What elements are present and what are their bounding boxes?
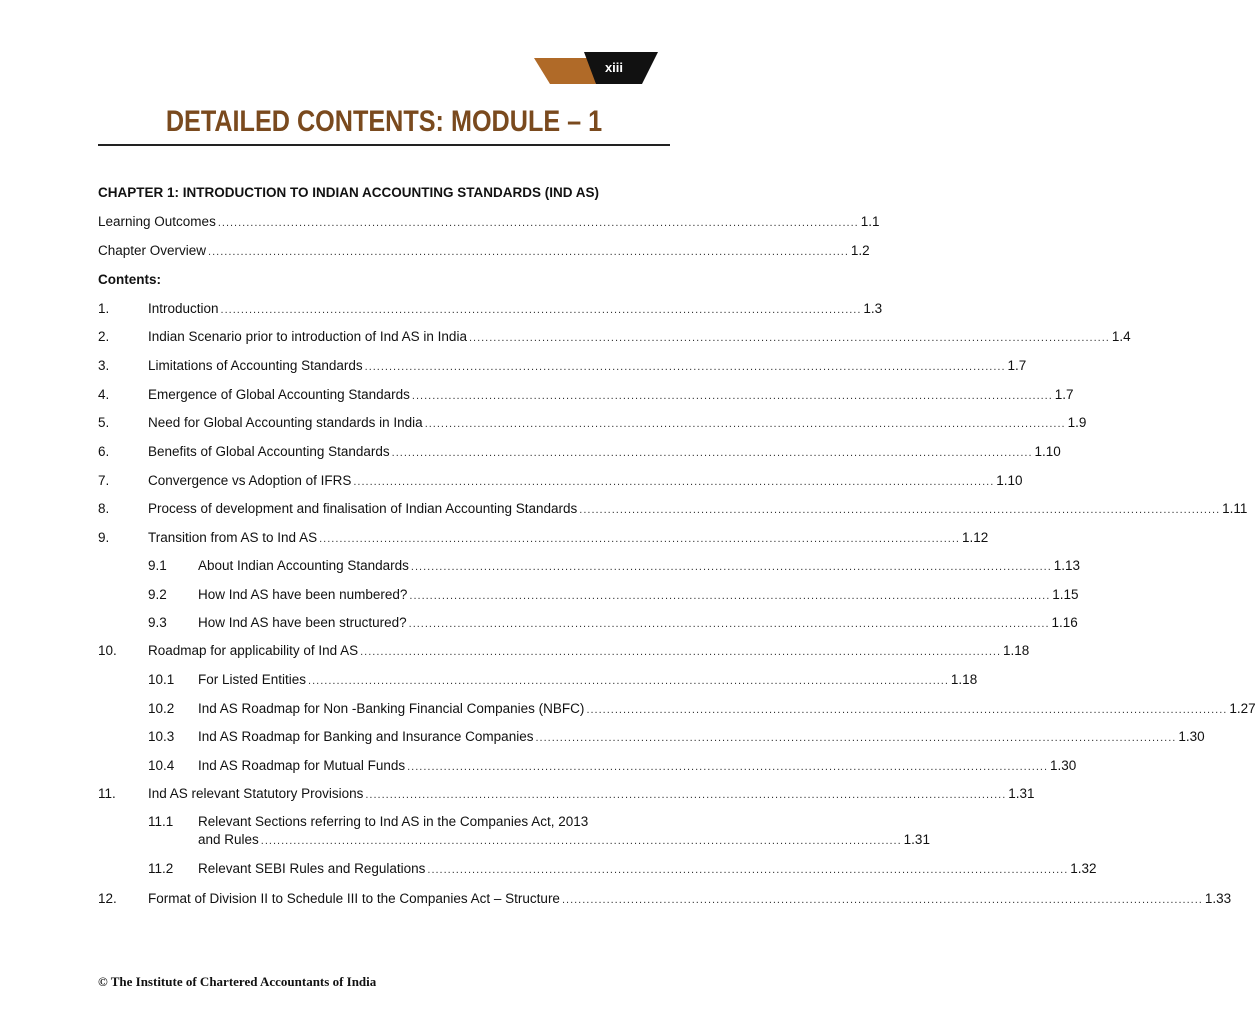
toc-entry[interactable]	[98, 500, 1248, 518]
toc-entry-number: 11.1	[148, 814, 174, 829]
toc-entry[interactable]	[98, 472, 1023, 490]
dot-leader: ..............................................................................................................................................................	[360, 646, 1001, 658]
toc-page-number: 1.9	[1067, 415, 1087, 430]
toc-entry-learning-outcomes[interactable]	[98, 213, 880, 231]
toc-page-number: 1.32	[1070, 861, 1097, 876]
toc-entry[interactable]	[98, 328, 1131, 346]
toc-entry[interactable]	[98, 728, 1205, 746]
toc-entry-number: 12.	[98, 891, 117, 906]
toc-entry-text: Benefits of Global Accounting Standards	[148, 444, 390, 459]
dot-leader: ..............................................................................................................................................................	[579, 504, 1221, 516]
toc-entry[interactable]	[98, 671, 978, 689]
toc-page-number: 1.10	[996, 473, 1023, 488]
dot-leader: ..............................................................................................................................................................	[220, 304, 862, 316]
toc-page-number: 1.13	[1053, 558, 1081, 573]
toc-page-number: 1.7	[1007, 358, 1027, 373]
toc-entry[interactable]	[98, 443, 1061, 461]
toc-entry-text: Roadmap for applicability of Ind AS	[148, 643, 359, 658]
footer-copyright: © The Institute of Chartered Accountants of India	[98, 974, 377, 989]
toc-entry[interactable]	[98, 890, 1232, 908]
toc-page-number: 1.31	[1008, 786, 1035, 801]
toc-entry-text: Chapter Overview	[98, 243, 207, 258]
toc-entry-text: Convergence vs Adoption of IFRS	[148, 473, 352, 488]
toc-page-number: 1.3	[863, 301, 883, 316]
dot-leader: ..............................................................................................................................................................	[411, 390, 1053, 402]
toc-entry-text: Transition from AS to Ind AS	[148, 530, 318, 545]
toc-entry-number: 10.1	[148, 672, 175, 687]
toc-page-number: 1.30	[1050, 758, 1077, 773]
dot-leader: ..............................................................................................................................................................	[407, 761, 1048, 773]
toc-entry-text: Ind AS relevant Statutory Provisions	[148, 786, 364, 801]
dot-leader: ..............................................................................................................................................................	[260, 835, 902, 847]
toc-page-number: 1.31	[903, 832, 930, 847]
toc-page-number: 1.7	[1054, 387, 1074, 402]
toc-entry-number: 2.	[98, 329, 110, 344]
toc-entry-text: Process of development and finalisation of Indian Accounting Standards	[148, 501, 578, 516]
toc-entry[interactable]	[98, 860, 1097, 878]
toc-entry[interactable]	[98, 414, 1087, 432]
toc-entry[interactable]	[98, 300, 883, 318]
dot-leader: ..............................................................................................................................................................	[535, 732, 1177, 744]
toc-entry-text: Ind AS Roadmap for Non -Banking Financial Companies (NBFC)	[198, 701, 585, 716]
dot-leader: ..............................................................................................................................................................	[217, 217, 859, 229]
toc-entry-chapter-overview[interactable]	[98, 242, 870, 260]
toc-entry-number: 6.	[98, 444, 110, 459]
toc-entry[interactable]	[98, 642, 1030, 660]
toc-entry-text-first-line: Relevant Sections referring to Ind AS in the Companies Act, 2013	[198, 814, 589, 829]
toc-page-number: 1.2	[850, 243, 870, 258]
toc-entry-number: 1.	[98, 301, 110, 316]
toc-entry-number: 4.	[98, 387, 110, 402]
toc-entry[interactable]	[98, 357, 1027, 375]
toc-entry-text: About Indian Accounting Standards	[198, 558, 409, 573]
dot-leader: ..............................................................................................................................................................	[468, 332, 1110, 344]
toc-page-number: 1.4	[1111, 329, 1131, 344]
toc-page-number: 1.10	[1034, 444, 1061, 459]
toc-entry-number: 11.	[98, 786, 116, 801]
dot-leader: ..............................................................................................................................................................	[353, 476, 995, 488]
toc-page-number: 1.27	[1229, 701, 1256, 716]
toc-entry-text: Ind AS Roadmap for Banking and Insurance Companies	[198, 729, 534, 744]
toc-page-number: 1.18	[1003, 643, 1030, 658]
toc-entry-text: Emergence of Global Accounting Standards	[148, 387, 410, 402]
toc-entry-text: Introduction	[148, 301, 219, 316]
toc-entry[interactable]	[98, 614, 1078, 632]
toc-entry-number: 5.	[98, 415, 110, 430]
title-underline	[98, 144, 670, 146]
dot-leader: ..............................................................................................................................................................	[409, 590, 1051, 602]
toc-entry[interactable]	[98, 386, 1074, 404]
contents-label: Contents:	[98, 272, 161, 287]
toc-page-number: 1.12	[961, 530, 989, 545]
toc-entry-text: Format of Division II to Schedule III to the Companies Act – Structure	[148, 891, 560, 906]
dot-leader: ..............................................................................................................................................................	[365, 789, 1007, 801]
toc-entry-number: 9.2	[148, 587, 167, 602]
tab-brown-wedge	[534, 58, 596, 84]
toc-page-number: 1.15	[1052, 587, 1079, 602]
toc-entry-text: Indian Scenario prior to introduction of Ind AS in India	[148, 329, 467, 344]
toc-page-number: 1.11	[1222, 501, 1248, 516]
toc-page-number: 1.30	[1178, 729, 1205, 744]
toc-entry-number: 7.	[98, 473, 110, 488]
dot-leader: ..............................................................................................................................................................	[410, 561, 1052, 573]
toc-entry-number: 8.	[98, 501, 110, 516]
toc-entry[interactable]	[98, 557, 1081, 575]
page-number-tab	[534, 52, 658, 84]
toc-entry-number: 11.2	[148, 861, 174, 876]
dot-leader: ..............................................................................................................................................................	[586, 704, 1228, 716]
toc-entry-text: Limitations of Accounting Standards	[148, 358, 363, 373]
page-title: DETAILED CONTENTS: MODULE – 1	[165, 105, 603, 138]
toc-entry-number: 10.4	[148, 758, 175, 773]
toc-entry-text: Need for Global Accounting standards in India	[148, 415, 423, 430]
toc-entry-number: 10.2	[148, 701, 175, 716]
toc-entry-text: How Ind AS have been structured?	[198, 615, 407, 630]
toc-entry[interactable]	[98, 785, 1035, 803]
toc-entry-number: 9.1	[148, 558, 167, 573]
dot-leader: ..............................................................................................................................................................	[308, 675, 949, 687]
toc-entry-text: Learning Outcomes	[98, 214, 216, 229]
toc-entry[interactable]	[98, 757, 1077, 775]
toc-entry-text: Relevant SEBI Rules and Regulations	[198, 861, 426, 876]
toc-entry-number: 10.3	[148, 729, 175, 744]
toc-page-number: 1.18	[950, 672, 978, 687]
dot-leader: ..............................................................................................................................................................	[391, 447, 1033, 459]
toc-page-number: 1.16	[1051, 615, 1078, 630]
dot-leader: ..............................................................................................................................................................	[208, 246, 849, 258]
toc-entry-number: 10.	[98, 643, 117, 658]
toc-entry[interactable]	[98, 529, 989, 547]
dot-leader: ..............................................................................................................................................................	[561, 894, 1203, 906]
dot-leader: ..............................................................................................................................................................	[427, 864, 1069, 876]
toc-entry-text: How Ind AS have been numbered?	[198, 587, 408, 602]
toc-entry-number: 9.3	[148, 615, 167, 630]
toc-page-number: 1.33	[1204, 891, 1232, 906]
page-number: xiii	[604, 60, 624, 75]
toc-entry-text: For Listed Entities	[198, 672, 307, 687]
toc-entry-number: 3.	[98, 358, 110, 373]
toc-entry-text: Ind AS Roadmap for Mutual Funds	[198, 758, 406, 773]
dot-leader: ..............................................................................................................................................................	[424, 418, 1066, 430]
toc-entry[interactable]	[98, 586, 1079, 604]
toc-entry-text: and Rules	[198, 832, 259, 847]
toc-entry-number: 9.	[98, 530, 110, 545]
dot-leader: ..............................................................................................................................................................	[408, 618, 1050, 630]
chapter-heading: CHAPTER 1: INTRODUCTION TO INDIAN ACCOUNTING STANDARDS (IND AS)	[98, 185, 599, 200]
dot-leader: ..............................................................................................................................................................	[319, 533, 960, 545]
dot-leader: ..............................................................................................................................................................	[364, 361, 1006, 373]
toc-page-number: 1.1	[860, 214, 880, 229]
toc-entry[interactable]	[98, 700, 1256, 718]
